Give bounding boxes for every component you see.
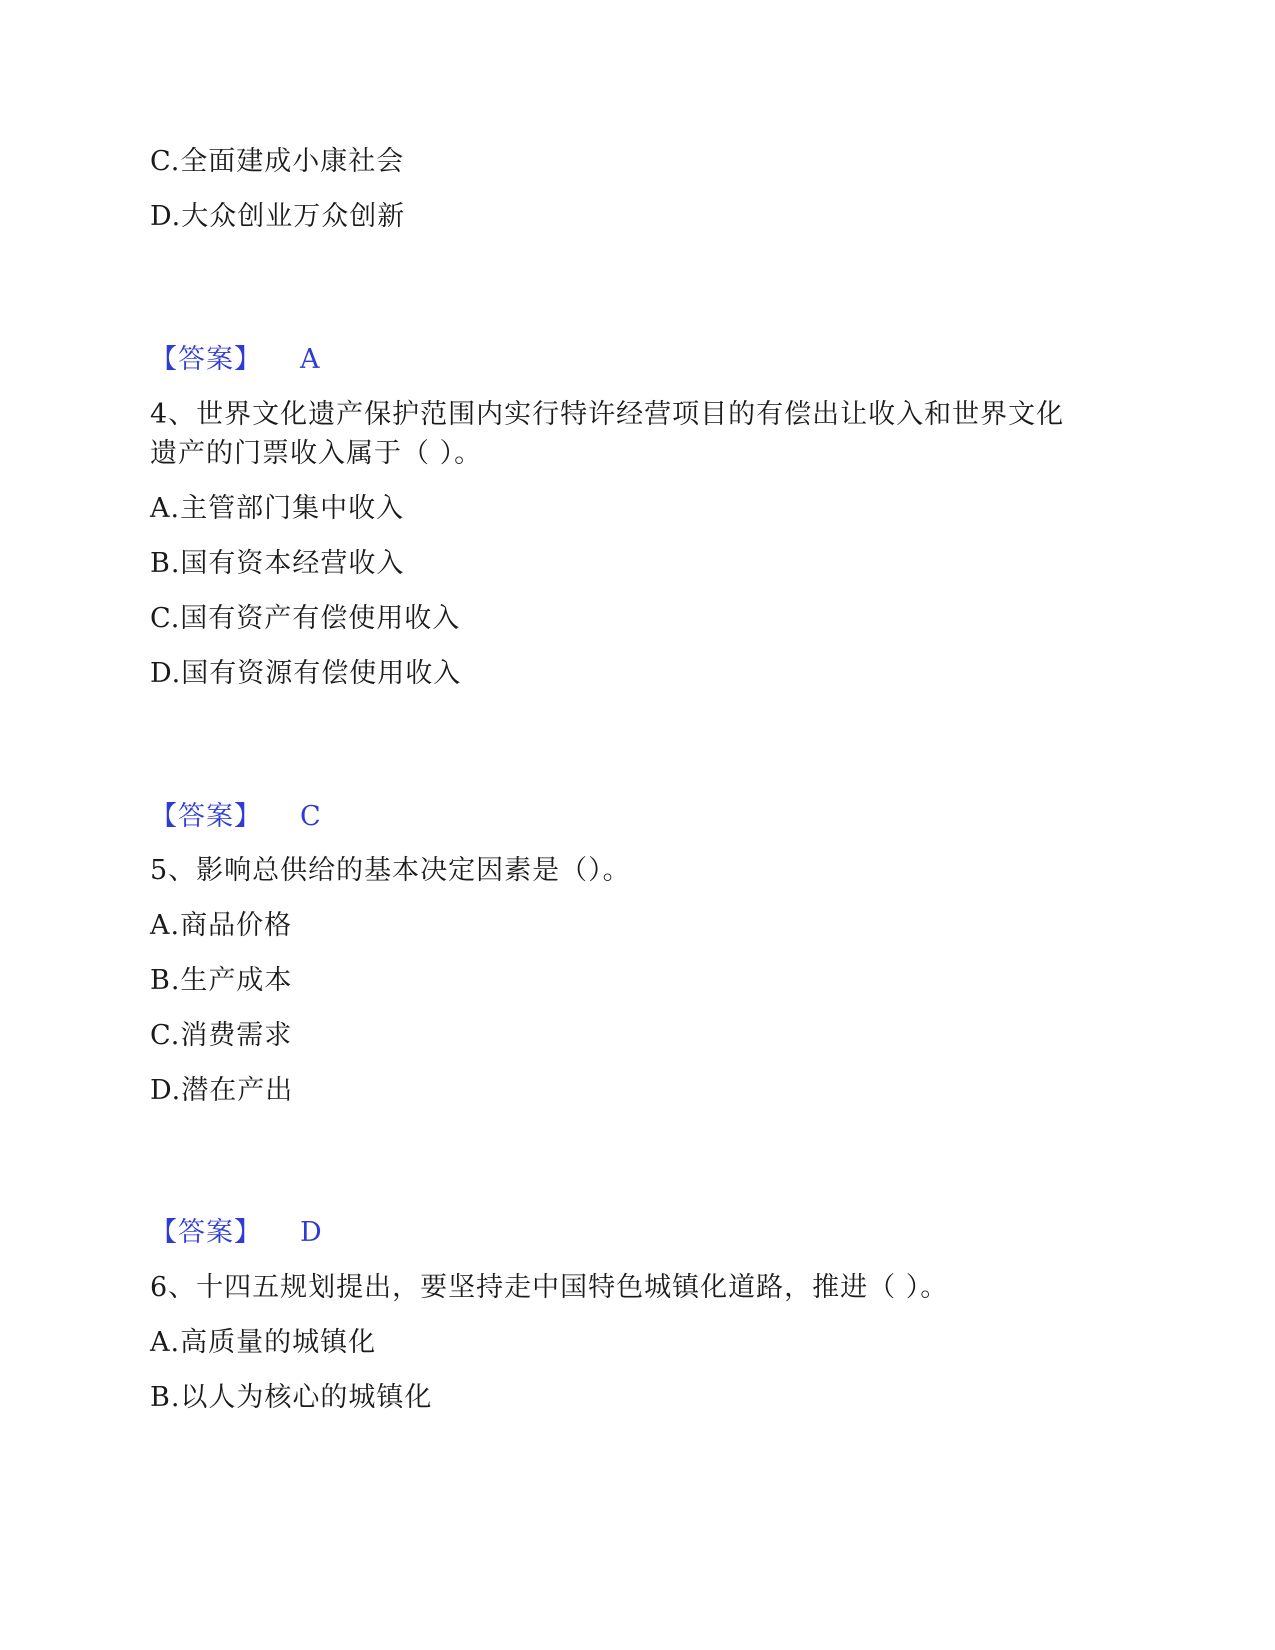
answer-value: A bbox=[300, 344, 321, 375]
answer-line bbox=[150, 343, 321, 377]
answer-label: 【答案】 bbox=[150, 801, 262, 832]
answer-label: 【答案】 bbox=[150, 1217, 262, 1248]
question-4-option-c: C.国有资产有偿使用收入 bbox=[150, 603, 461, 634]
answer-label: 【答案】 bbox=[150, 344, 262, 375]
question-4-stem-line-2: 遗产的门票收入属于（ ）。 bbox=[150, 438, 483, 469]
question-4-stem-line-1: 4、世界文化遗产保护范围内实行特许经营项目的有偿出让收入和世界文化 bbox=[150, 399, 1065, 430]
question-5-option-d: D.潜在产出 bbox=[150, 1075, 294, 1106]
option-c: C.全面建成小康社会 bbox=[150, 146, 405, 177]
question-6-stem: 6、十四五规划提出，要坚持走中国特色城镇化道路，推进（ ）。 bbox=[150, 1272, 949, 1303]
question-6-option-b: B.以人为核心的城镇化 bbox=[150, 1382, 433, 1413]
question-5-stem: 5、影响总供给的基本决定因素是（）。 bbox=[150, 855, 631, 886]
answer-line bbox=[150, 800, 322, 834]
option-d: D.大众创业万众创新 bbox=[150, 201, 406, 232]
question-4-option-d: D.国有资源有偿使用收入 bbox=[150, 658, 462, 689]
question-6-option-a: A.高质量的城镇化 bbox=[150, 1327, 377, 1358]
answer-value: C bbox=[300, 801, 322, 832]
question-4-option-b: B.国有资本经营收入 bbox=[150, 548, 405, 579]
question-5-option-b: B.生产成本 bbox=[150, 965, 293, 996]
answer-value: D bbox=[300, 1217, 323, 1248]
question-5-option-c: C.消费需求 bbox=[150, 1020, 293, 1051]
question-5-option-a: A.商品价格 bbox=[150, 910, 293, 941]
answer-line bbox=[150, 1216, 323, 1250]
question-4-option-a: A.主管部门集中收入 bbox=[150, 493, 405, 524]
